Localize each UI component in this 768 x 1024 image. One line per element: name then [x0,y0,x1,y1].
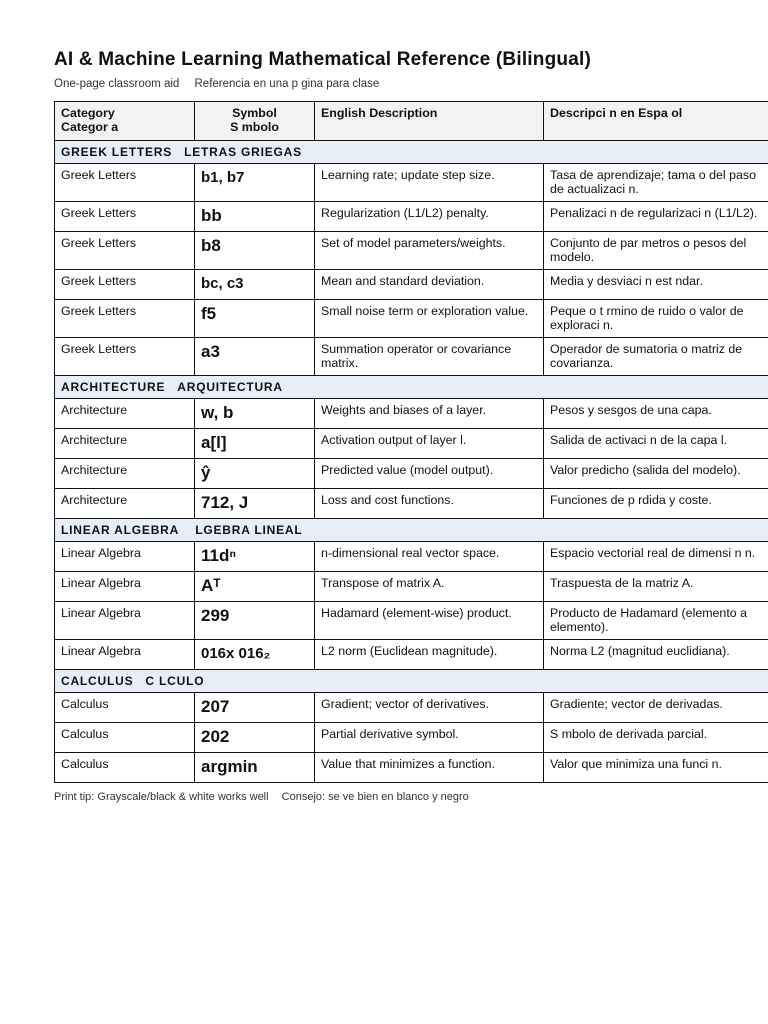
cell-spanish-description: Salida de activaci n de la capa l. [544,429,768,459]
cell-spanish-description: Producto de Hadamard (elemento a elemento). [544,602,768,640]
section-header-row [55,519,768,542]
cell-spanish-description: Conjunto de par metros o pesos del modelo. [544,232,768,270]
cell-english-description: L2 norm (Euclidean magnitude). [315,640,544,670]
cell-symbol: Aᵀ [195,572,315,602]
cell-category: Greek Letters [55,164,195,202]
section-title-es: C LCULO [145,674,205,688]
cell-english-description: Weights and biases of a layer. [315,399,544,429]
cell-symbol: bb [195,202,315,232]
table-row [55,753,768,783]
table-row [55,602,768,640]
page-title: AI & Machine Learning Mathematical Reference (Bilingual) [54,49,591,70]
table-row [55,459,768,489]
table-row [55,202,768,232]
section-header [55,376,768,399]
cell-spanish-description: Espacio vectorial real de dimensi n n. [544,542,768,572]
cell-category: Greek Letters [55,300,195,338]
cell-spanish-description: S mbolo de derivada parcial. [544,723,768,753]
cell-category: Linear Algebra [55,640,195,670]
header-symbol-en: Symbol [232,106,277,120]
section-title-en: GREEK LETTERS [61,145,173,159]
cell-category: Linear Algebra [55,602,195,640]
cell-symbol: 11dⁿ [195,542,315,572]
cell-english-description: Activation output of layer l. [315,429,544,459]
cell-symbol: w, b [195,399,315,429]
cell-category: Calculus [55,693,195,723]
header-symbol [195,102,315,141]
subtitle-english: One-page classroom aid [54,78,180,90]
cell-symbol: 207 [195,693,315,723]
table-row [55,693,768,723]
cell-category: Calculus [55,723,195,753]
cell-spanish-description: Valor predicho (salida del modelo). [544,459,768,489]
section-header [55,141,768,164]
cell-english-description: Learning rate; update step size. [315,164,544,202]
cell-category: Greek Letters [55,232,195,270]
header-category-en: Category [61,106,115,120]
cell-category: Linear Algebra [55,542,195,572]
table-body [55,141,768,783]
cell-english-description: n-dimensional real vector space. [315,542,544,572]
cell-category: Greek Letters [55,270,195,300]
cell-english-description: Regularization (L1/L2) penalty. [315,202,544,232]
table-row [55,542,768,572]
section-title-es: LETRAS GRIEGAS [184,145,302,159]
section-title-en: LINEAR ALGEBRA [61,523,180,537]
table-header-row [55,102,768,141]
section-header [55,519,768,542]
cell-category: Greek Letters [55,338,195,376]
header-spanish-description: Descripci n en Espa ol [544,102,768,141]
cell-spanish-description: Pesos y sesgos de una capa. [544,399,768,429]
cell-symbol: a[l] [195,429,315,459]
cell-category: Architecture [55,429,195,459]
subtitle-spanish: Referencia en una p gina para clase [194,78,380,90]
header-english-description: English Description [315,102,544,141]
table-row [55,489,768,519]
cell-english-description: Loss and cost functions. [315,489,544,519]
cell-english-description: Summation operator or covariance matrix. [315,338,544,376]
section-header-row [55,376,768,399]
header-symbol-es: S mbolo [230,120,279,134]
cell-symbol: bc, c3 [195,270,315,300]
cell-spanish-description: Gradiente; vector de derivadas. [544,693,768,723]
cell-english-description: Partial derivative symbol. [315,723,544,753]
cell-english-description: Mean and standard deviation. [315,270,544,300]
page-subtitle [54,77,768,92]
cell-spanish-description: Norma L2 (magnitud euclidiana). [544,640,768,670]
cell-symbol: 202 [195,723,315,753]
cell-symbol: a3 [195,338,315,376]
cell-category: Architecture [55,399,195,429]
cell-english-description: Value that minimizes a function. [315,753,544,783]
cell-spanish-description: Penalizaci n de regularizaci n (L1/L2). [544,202,768,232]
cell-category: Architecture [55,489,195,519]
cell-spanish-description: Peque o t rmino de ruido o valor de exploraci n. [544,300,768,338]
section-header-row [55,141,768,164]
cell-symbol: 712, J [195,489,315,519]
section-header [55,670,768,693]
cell-english-description: Predicted value (model output). [315,459,544,489]
section-title-es: ARQUITECTURA [177,380,283,394]
cell-spanish-description: Tasa de aprendizaje; tama o del paso de actualizaci n. [544,164,768,202]
cell-spanish-description: Funciones de p rdida y coste. [544,489,768,519]
cell-spanish-description: Valor que minimiza una funci n. [544,753,768,783]
cell-category: Architecture [55,459,195,489]
reference-table [54,101,768,783]
table-row [55,572,768,602]
cell-category: Calculus [55,753,195,783]
cell-english-description: Hadamard (element-wise) product. [315,602,544,640]
table-row [55,232,768,270]
cell-symbol: f5 [195,300,315,338]
print-tip-spanish: Consejo: se ve bien en blanco y negro [281,791,469,803]
table-row [55,338,768,376]
table-row [55,723,768,753]
section-title-es: LGEBRA LINEAL [191,523,303,537]
cell-symbol: ŷ [195,459,315,489]
reference-page [54,48,768,804]
cell-spanish-description: Operador de sumatoria o matriz de covarianza. [544,338,768,376]
cell-symbol: b8 [195,232,315,270]
print-tip [54,790,768,804]
cell-english-description: Small noise term or exploration value. [315,300,544,338]
cell-symbol: 299 [195,602,315,640]
section-header-row [55,670,768,693]
table-row [55,300,768,338]
table-row [55,164,768,202]
cell-category: Greek Letters [55,202,195,232]
header-category-es: Categor a [61,120,119,134]
table-row [55,429,768,459]
cell-spanish-description: Media y desviaci n est ndar. [544,270,768,300]
cell-symbol: argmin [195,753,315,783]
cell-english-description: Gradient; vector of derivatives. [315,693,544,723]
cell-category: Linear Algebra [55,572,195,602]
section-title-en: CALCULUS [61,674,134,688]
table-row [55,270,768,300]
cell-spanish-description: Traspuesta de la matriz A. [544,572,768,602]
section-title-en: ARCHITECTURE [61,380,166,394]
table-row [55,640,768,670]
cell-english-description: Set of model parameters/weights. [315,232,544,270]
cell-symbol: 016x 016₂ [195,640,315,670]
table-row [55,399,768,429]
cell-english-description: Transpose of matrix A. [315,572,544,602]
header-category [55,102,195,141]
cell-symbol: b1, b7 [195,164,315,202]
print-tip-english: Print tip: Grayscale/black & white works well [54,791,269,803]
